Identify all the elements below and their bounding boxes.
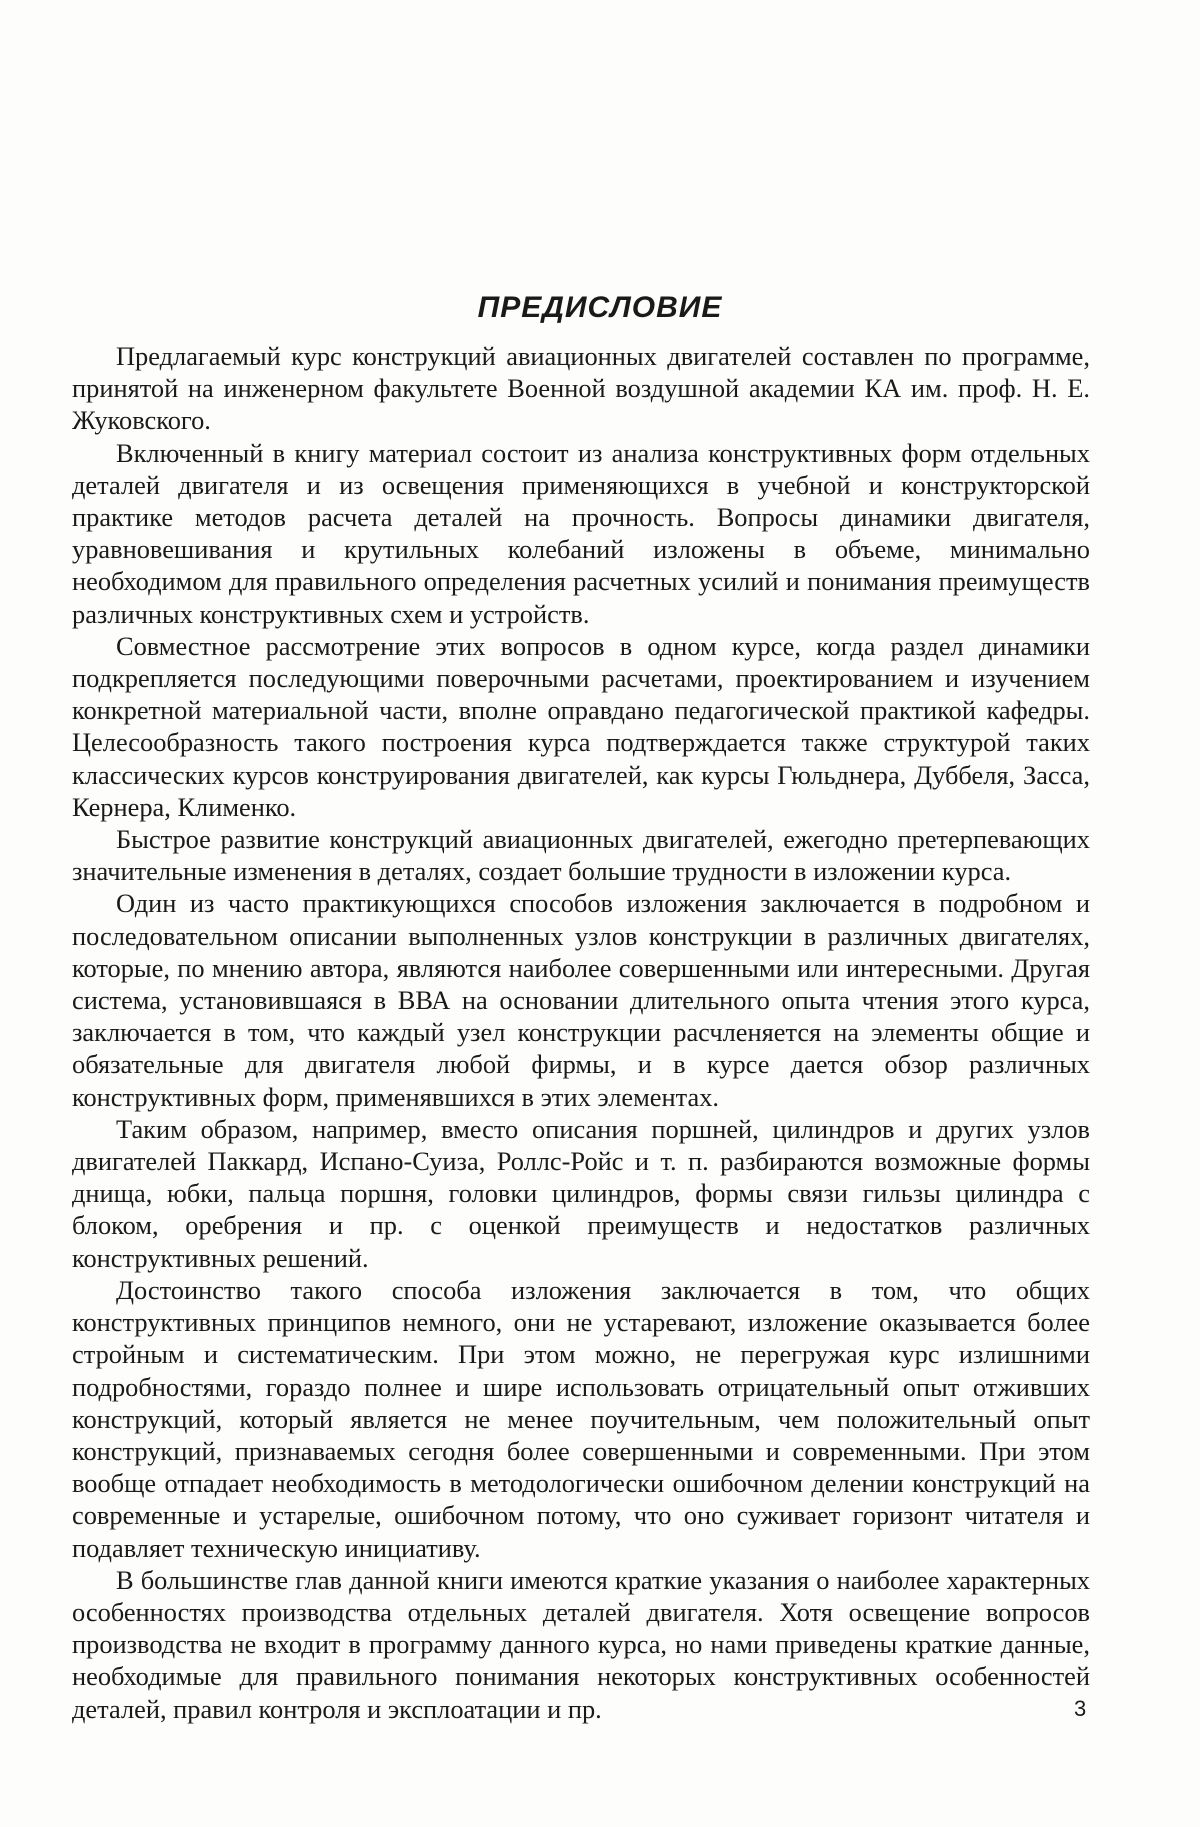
paragraph: В большинстве глав данной книги имеются краткие указания о наиболее характерных особенностях производства отдельных деталей двигателя. Хотя освещение вопросов производства не входит в программу данного курса, но нами приведены краткие данные, необходимые для правильного понимания некоторых конструктивных особенностей деталей, правил контроля и эксплоатации и пр. (72, 1564, 1090, 1724)
paragraph: Предлагаемый курс конструкций авиационных двигателей составлен по программе, принятой на инженерном факультете Военной воздушной академии КА им. проф. Н. Е. Жуковского. (72, 341, 1090, 436)
page-title: ПРЕДИСЛОВИЕ (477, 291, 723, 324)
paragraph: Таким образом, например, вместо описания поршней, цилиндров и других узлов двигателей Паккард, Испано-Суиза, Роллс-Ройс и т. п. разбираются возможные формы днища, юбки, пальца поршня, головки цилиндров, формы связи гильзы цилиндра с блоком, оребрения и пр. с оценкой преимуществ и недостатков различных конструктивных решений. (72, 1113, 1090, 1273)
paragraph: Достоинство такого способа изложения заключается в том, что общих конструктивных принципов немного, они не устаревают, изложение оказывается более стройным и систематическим. При этом можно, не перегружая курс излишними подробностями, гораздо полнее и шире использовать отрицательный опыт отживших конструкций, который является не менее поучительным, чем положительный опыт конструкций, признаваемых сегодня более совершенными и современными. При этом вообще отпадает необходимость в методологически ошибочном делении конструкций на современные и устарелые, ошибочном потому, что оно суживает горизонт читателя и подавляет техническую инициативу. (72, 1274, 1090, 1563)
paragraph: Включенный в книгу материал состоит из анализа конструктивных форм отдельных деталей двигателя и из освещения применяющихся в учебной и конструкторской практике методов расчета деталей на прочность. Вопросы динамики двигателя, уравновешивания и крутильных колебаний изложены в объеме, минимально необходимом для правильного определения расчетных усилий и понимания преимуществ различных конструктивных схем и устройств. (72, 437, 1090, 629)
paragraph: Один из часто практикующихся способов изложения заключается в подробном и последовательном описании выполненных узлов конструкции в различных двигателях, которые, по мнению автора, являются наиболее совершенными или интересными. Другая система, установившаяся в ВВА на основании длительного опыта чтения этого курса, заключается в том, что каждый узел конструкции расчленяется на элементы общие и обязательные для двигателя любой фирмы, и в курсе дается обзор различных конструктивных форм, применявшихся в этих элементах. (72, 888, 1090, 1112)
page-number: 3 (1074, 1696, 1087, 1721)
paragraph: Быстрое развитие конструкций авиационных двигателей, ежегодно претерпевающих значительные изменения в деталях, создает большие трудности в изложении курса. (72, 824, 1090, 887)
paragraph: Совместное рассмотрение этих вопросов в одном курсе, когда раздел динамики подкрепляется последующими поверочными расчетами, проектированием и изучением конкретной материальной части, вполне оправдано педагогической практикой кафедры. Целесообразность такого построения курса подтверждается также структурой таких классических курсов конструирования двигателей, как курсы Гюльднера, Дуббеля, Засса, Кернера, Клименко. (72, 630, 1090, 822)
preface-body (72, 340, 1090, 1725)
